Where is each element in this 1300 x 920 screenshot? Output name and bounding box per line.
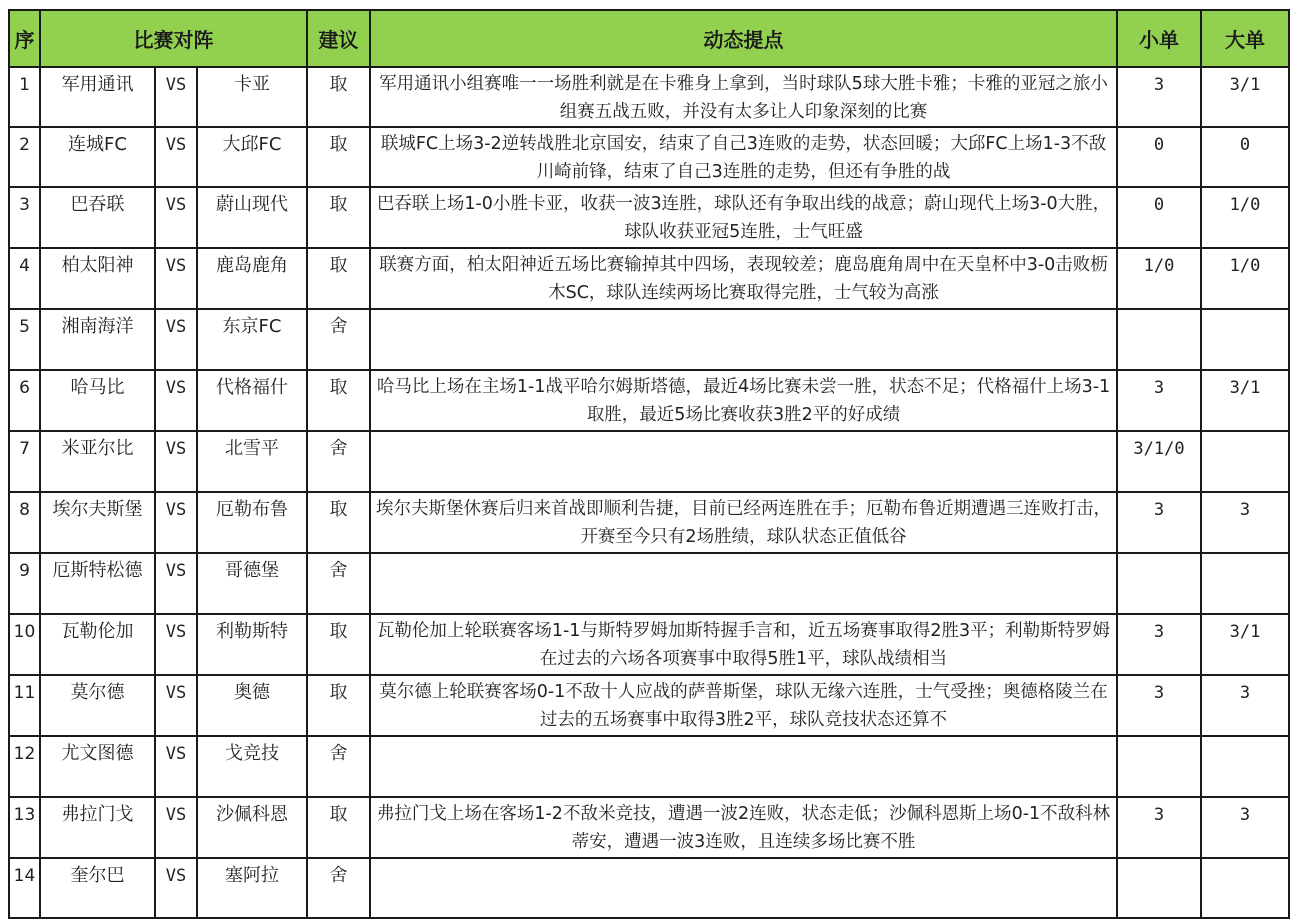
cell-seq: 8 — [9, 492, 40, 553]
cell-note: 瓦勒伦加上轮联赛客场1-1与斯特罗姆加斯特握手言和，近五场赛事取得2胜3平；利勒斯特罗姆在过去的六场各项赛事中取得5胜1平，球队战绩相当 — [370, 614, 1117, 675]
cell-note: 巴吞联上场1-0小胜卡亚，收获一波3连胜，球队还有争取出线的战意；蔚山现代上场3-0大胜，球队收获亚冠5连胜，士气旺盛 — [370, 187, 1117, 248]
cell-small: 3 — [1117, 370, 1201, 431]
cell-vs: VS — [155, 797, 197, 858]
cell-note: 埃尔夫斯堡休赛后归来首战即顺利告捷，目前已经两连胜在手；厄勒布鲁近期遭遇三连败打击，开赛至今只有2场胜绩，球队状态正值低谷 — [370, 492, 1117, 553]
cell-seq: 1 — [9, 67, 40, 127]
cell-home-team: 湘南海洋 — [40, 309, 155, 370]
table-row — [9, 797, 1289, 858]
cell-vs: VS — [155, 431, 197, 492]
cell-note: 联城FC上场3-2逆转战胜北京国安，结束了自己3连败的走势，状态回暖；大邱FC上场1-3不敌川崎前锋，结束了自己3连胜的走势，但还有争胜的战 — [370, 127, 1117, 187]
cell-home-team: 哈马比 — [40, 370, 155, 431]
header-match: 比赛对阵 — [40, 10, 307, 67]
cell-away-team: 沙佩科恩 — [197, 797, 307, 858]
table-row — [9, 248, 1289, 309]
cell-home-team: 奎尔巴 — [40, 858, 155, 918]
table-row — [9, 675, 1289, 736]
cell-seq: 4 — [9, 248, 40, 309]
cell-advice: 舍 — [307, 309, 370, 370]
cell-big — [1201, 431, 1289, 492]
cell-advice: 舍 — [307, 431, 370, 492]
header-seq: 序 — [9, 10, 40, 67]
cell-big: 3 — [1201, 492, 1289, 553]
cell-small: 3 — [1117, 614, 1201, 675]
cell-small — [1117, 858, 1201, 918]
cell-note: 莫尔德上轮联赛客场0-1不敌十人应战的萨普斯堡，球队无缘六连胜，士气受挫；奥德格陵兰在过去的五场赛事中取得3胜2平，球队竞技状态还算不 — [370, 675, 1117, 736]
cell-away-team: 厄勒布鲁 — [197, 492, 307, 553]
cell-advice: 取 — [307, 614, 370, 675]
table-row — [9, 67, 1289, 127]
cell-small: 3/1/0 — [1117, 431, 1201, 492]
cell-big: 3/1 — [1201, 614, 1289, 675]
recommendation-table — [8, 9, 1290, 919]
cell-away-team: 蔚山现代 — [197, 187, 307, 248]
cell-away-team: 大邱FC — [197, 127, 307, 187]
cell-vs: VS — [155, 553, 197, 614]
cell-seq: 3 — [9, 187, 40, 248]
cell-big: 0 — [1201, 127, 1289, 187]
cell-home-team: 军用通讯 — [40, 67, 155, 127]
cell-away-team: 代格福什 — [197, 370, 307, 431]
cell-advice: 取 — [307, 797, 370, 858]
cell-big: 3/1 — [1201, 370, 1289, 431]
table-body — [9, 67, 1289, 918]
table-row — [9, 187, 1289, 248]
cell-note — [370, 553, 1117, 614]
cell-small: 3 — [1117, 492, 1201, 553]
cell-note — [370, 736, 1117, 797]
cell-advice: 取 — [307, 127, 370, 187]
cell-home-team: 巴吞联 — [40, 187, 155, 248]
table-row — [9, 370, 1289, 431]
cell-big: 3/1 — [1201, 67, 1289, 127]
cell-vs: VS — [155, 309, 197, 370]
cell-away-team: 塞阿拉 — [197, 858, 307, 918]
cell-big: 3 — [1201, 675, 1289, 736]
cell-small: 3 — [1117, 797, 1201, 858]
header-big: 大单 — [1201, 10, 1289, 67]
cell-advice: 取 — [307, 675, 370, 736]
cell-home-team: 瓦勒伦加 — [40, 614, 155, 675]
cell-vs: VS — [155, 248, 197, 309]
cell-vs: VS — [155, 614, 197, 675]
header-advice: 建议 — [307, 10, 370, 67]
table-row — [9, 492, 1289, 553]
cell-away-team: 鹿岛鹿角 — [197, 248, 307, 309]
cell-seq: 9 — [9, 553, 40, 614]
header-notes: 动态提点 — [370, 10, 1117, 67]
cell-home-team: 埃尔夫斯堡 — [40, 492, 155, 553]
cell-vs: VS — [155, 858, 197, 918]
cell-seq: 14 — [9, 858, 40, 918]
cell-big — [1201, 858, 1289, 918]
table-row — [9, 127, 1289, 187]
cell-vs: VS — [155, 370, 197, 431]
cell-small: 0 — [1117, 187, 1201, 248]
cell-note — [370, 858, 1117, 918]
table-header — [9, 10, 1289, 67]
cell-home-team: 厄斯特松德 — [40, 553, 155, 614]
cell-home-team: 米亚尔比 — [40, 431, 155, 492]
cell-seq: 2 — [9, 127, 40, 187]
cell-seq: 13 — [9, 797, 40, 858]
table-row — [9, 614, 1289, 675]
cell-vs: VS — [155, 67, 197, 127]
cell-note: 联赛方面，柏太阳神近五场比赛输掉其中四场，表现较差；鹿岛鹿角周中在天皇杯中3-0击败枥木SC，球队连续两场比赛取得完胜，士气较为高涨 — [370, 248, 1117, 309]
cell-advice: 取 — [307, 67, 370, 127]
cell-vs: VS — [155, 187, 197, 248]
cell-advice: 取 — [307, 370, 370, 431]
cell-note: 哈马比上场在主场1-1战平哈尔姆斯塔德，最近4场比赛未尝一胜，状态不足；代格福什上场3-1取胜，最近5场比赛收获3胜2平的好成绩 — [370, 370, 1117, 431]
cell-advice: 取 — [307, 492, 370, 553]
cell-home-team: 弗拉门戈 — [40, 797, 155, 858]
cell-small — [1117, 736, 1201, 797]
cell-vs: VS — [155, 127, 197, 187]
cell-big: 3 — [1201, 797, 1289, 858]
cell-advice: 舍 — [307, 858, 370, 918]
cell-note: 军用通讯小组赛唯一一场胜利就是在卡雅身上拿到，当时球队5球大胜卡雅；卡雅的亚冠之旅小组赛五战五败，并没有太多让人印象深刻的比赛 — [370, 67, 1117, 127]
cell-seq: 5 — [9, 309, 40, 370]
table-row — [9, 553, 1289, 614]
table-row — [9, 309, 1289, 370]
cell-seq: 10 — [9, 614, 40, 675]
table-row — [9, 858, 1289, 918]
cell-advice: 舍 — [307, 553, 370, 614]
cell-note — [370, 431, 1117, 492]
cell-small — [1117, 553, 1201, 614]
cell-away-team: 利勒斯特 — [197, 614, 307, 675]
cell-advice: 取 — [307, 187, 370, 248]
cell-vs: VS — [155, 675, 197, 736]
cell-seq: 11 — [9, 675, 40, 736]
header-small: 小单 — [1117, 10, 1201, 67]
cell-big — [1201, 309, 1289, 370]
cell-big: 1/0 — [1201, 248, 1289, 309]
table-row — [9, 736, 1289, 797]
cell-advice: 舍 — [307, 736, 370, 797]
cell-away-team: 奥德 — [197, 675, 307, 736]
cell-away-team: 哥德堡 — [197, 553, 307, 614]
cell-big — [1201, 553, 1289, 614]
cell-big — [1201, 736, 1289, 797]
cell-small: 0 — [1117, 127, 1201, 187]
cell-home-team: 莫尔德 — [40, 675, 155, 736]
cell-away-team: 北雪平 — [197, 431, 307, 492]
cell-small: 1/0 — [1117, 248, 1201, 309]
cell-home-team: 柏太阳神 — [40, 248, 155, 309]
table-row — [9, 431, 1289, 492]
cell-away-team: 卡亚 — [197, 67, 307, 127]
cell-vs: VS — [155, 492, 197, 553]
cell-note — [370, 309, 1117, 370]
cell-note: 弗拉门戈上场在客场1-2不敌米竞技，遭遇一波2连败，状态走低；沙佩科恩斯上场0-1不敌科林蒂安，遭遇一波3连败，且连续多场比赛不胜 — [370, 797, 1117, 858]
cell-home-team: 连城FC — [40, 127, 155, 187]
cell-vs: VS — [155, 736, 197, 797]
cell-away-team: 戈竞技 — [197, 736, 307, 797]
cell-small: 3 — [1117, 67, 1201, 127]
cell-small: 3 — [1117, 675, 1201, 736]
cell-seq: 7 — [9, 431, 40, 492]
cell-big: 1/0 — [1201, 187, 1289, 248]
cell-seq: 6 — [9, 370, 40, 431]
cell-small — [1117, 309, 1201, 370]
cell-home-team: 尤文图德 — [40, 736, 155, 797]
cell-seq: 12 — [9, 736, 40, 797]
cell-away-team: 东京FC — [197, 309, 307, 370]
cell-advice: 取 — [307, 248, 370, 309]
